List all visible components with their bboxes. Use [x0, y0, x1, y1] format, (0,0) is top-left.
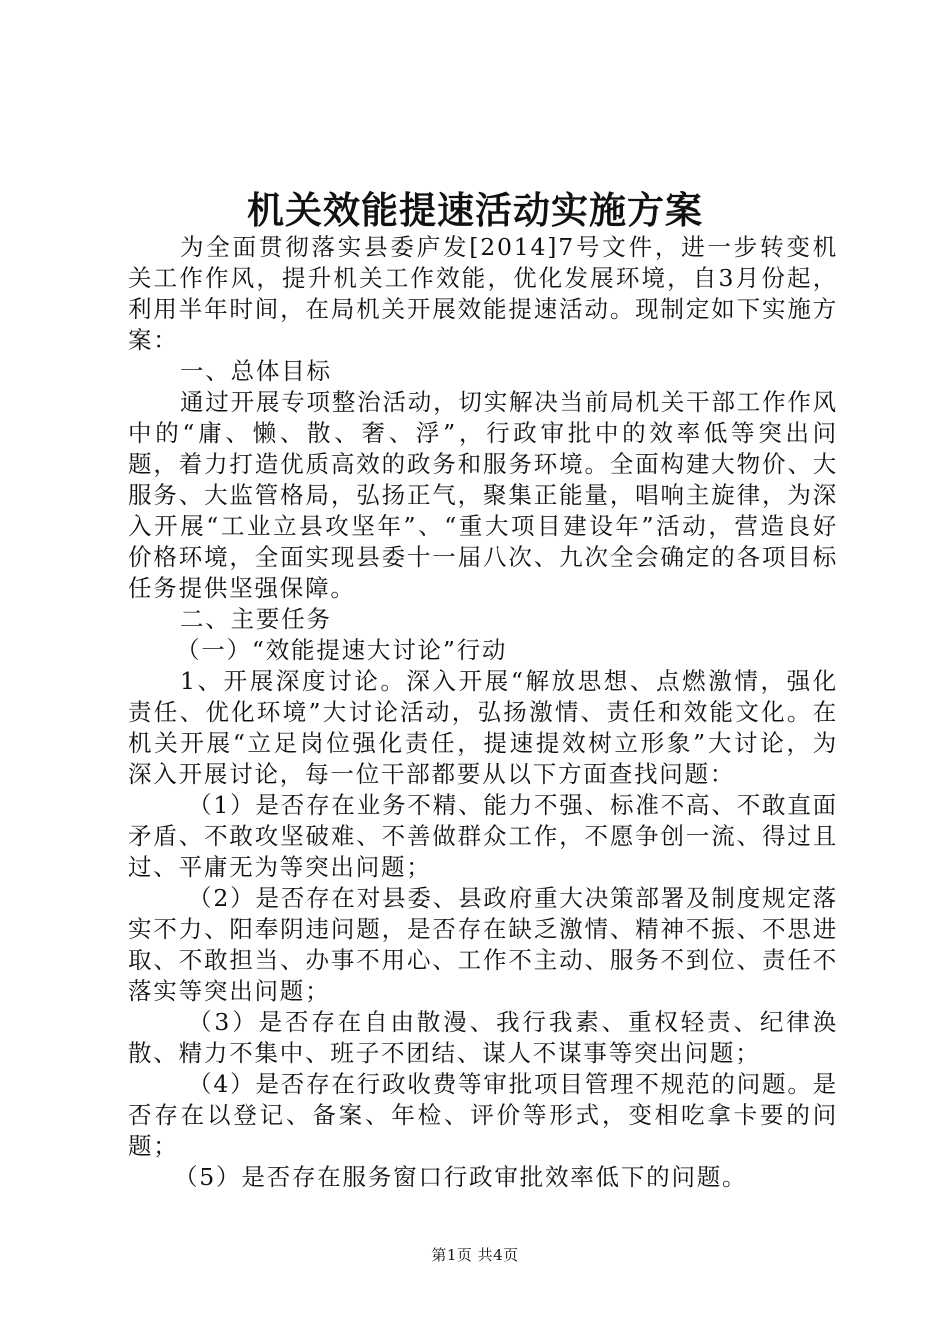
list-item-3: （3）是否存在自由散漫、我行我素、重权轻责、纪律涣散、精力不集中、班子不团结、谋人不谋事等突出问题； [128, 1008, 838, 1067]
list-item-2: （2）是否存在对县委、县政府重大决策部署及制度规定落实不力、阳奉阴违问题，是否存在缺乏激情、精神不振、不思进取、不敢担当、办事不用心、工作不主动、服务不到位、责任不落实等突出问题； [128, 884, 838, 1005]
document-title: 机关效能提速活动实施方案 [247, 188, 703, 232]
page-footer: 第1页 共4页 [431, 1246, 519, 1264]
heading-overall-goal: 一、总体目标 [180, 357, 332, 385]
paragraph-intro: 为全面贯彻落实县委庐发[2014]7号文件，进一步转变机关工作作风，提升机关工作效能，优化发展环境，自3月份起，利用半年时间，在局机关开展效能提速活动。现制定如下实施方案： [128, 233, 838, 354]
document-body [128, 232, 838, 1193]
paragraph-task-1-1: 1、开展深度讨论。深入开展“解放思想、点燃激情，强化责任、优化环境”大讨论活动，弘扬激情、责任和效能文化。在机关开展“立足岗位强化责任，提速提效树立形象”大讨论，为深入开展讨论，每一位干部都要从以下方面查找问题： [128, 667, 838, 788]
list-item-4: （4）是否存在行政收费等审批项目管理不规范的问题。是否存在以登记、备案、年检、评价等形式，变相吃拿卡要的问题； [128, 1070, 838, 1160]
paragraph-overall-goal: 通过开展专项整治活动，切实解决当前局机关干部工作作风中的“庸、懒、散、奢、浮”，行政审批中的效率低等突出问题，着力打造优质高效的政务和服务环境。全面构建大物价、大服务、大监管格局，弘扬正气，聚集正能量，唱响主旋律，为深入开展“工业立县攻坚年”、“重大项目建设年”活动，营造良好价格环境，全面实现县委十一届八次、九次全会确定的各项目标任务提供坚强保障。 [128, 388, 838, 602]
heading-main-tasks: 二、主要任务 [180, 605, 332, 633]
list-item-1: （1）是否存在业务不精、能力不强、标准不高、不敢直面矛盾、不敢攻坚破难、不善做群众工作，不愿争创一流、得过且过、平庸无为等突出问题； [128, 791, 838, 881]
heading-task-1: （一）“效能提速大讨论”行动 [176, 636, 508, 664]
list-item-5: （5）是否存在服务窗口行政审批效率低下的问题。 [174, 1163, 748, 1191]
